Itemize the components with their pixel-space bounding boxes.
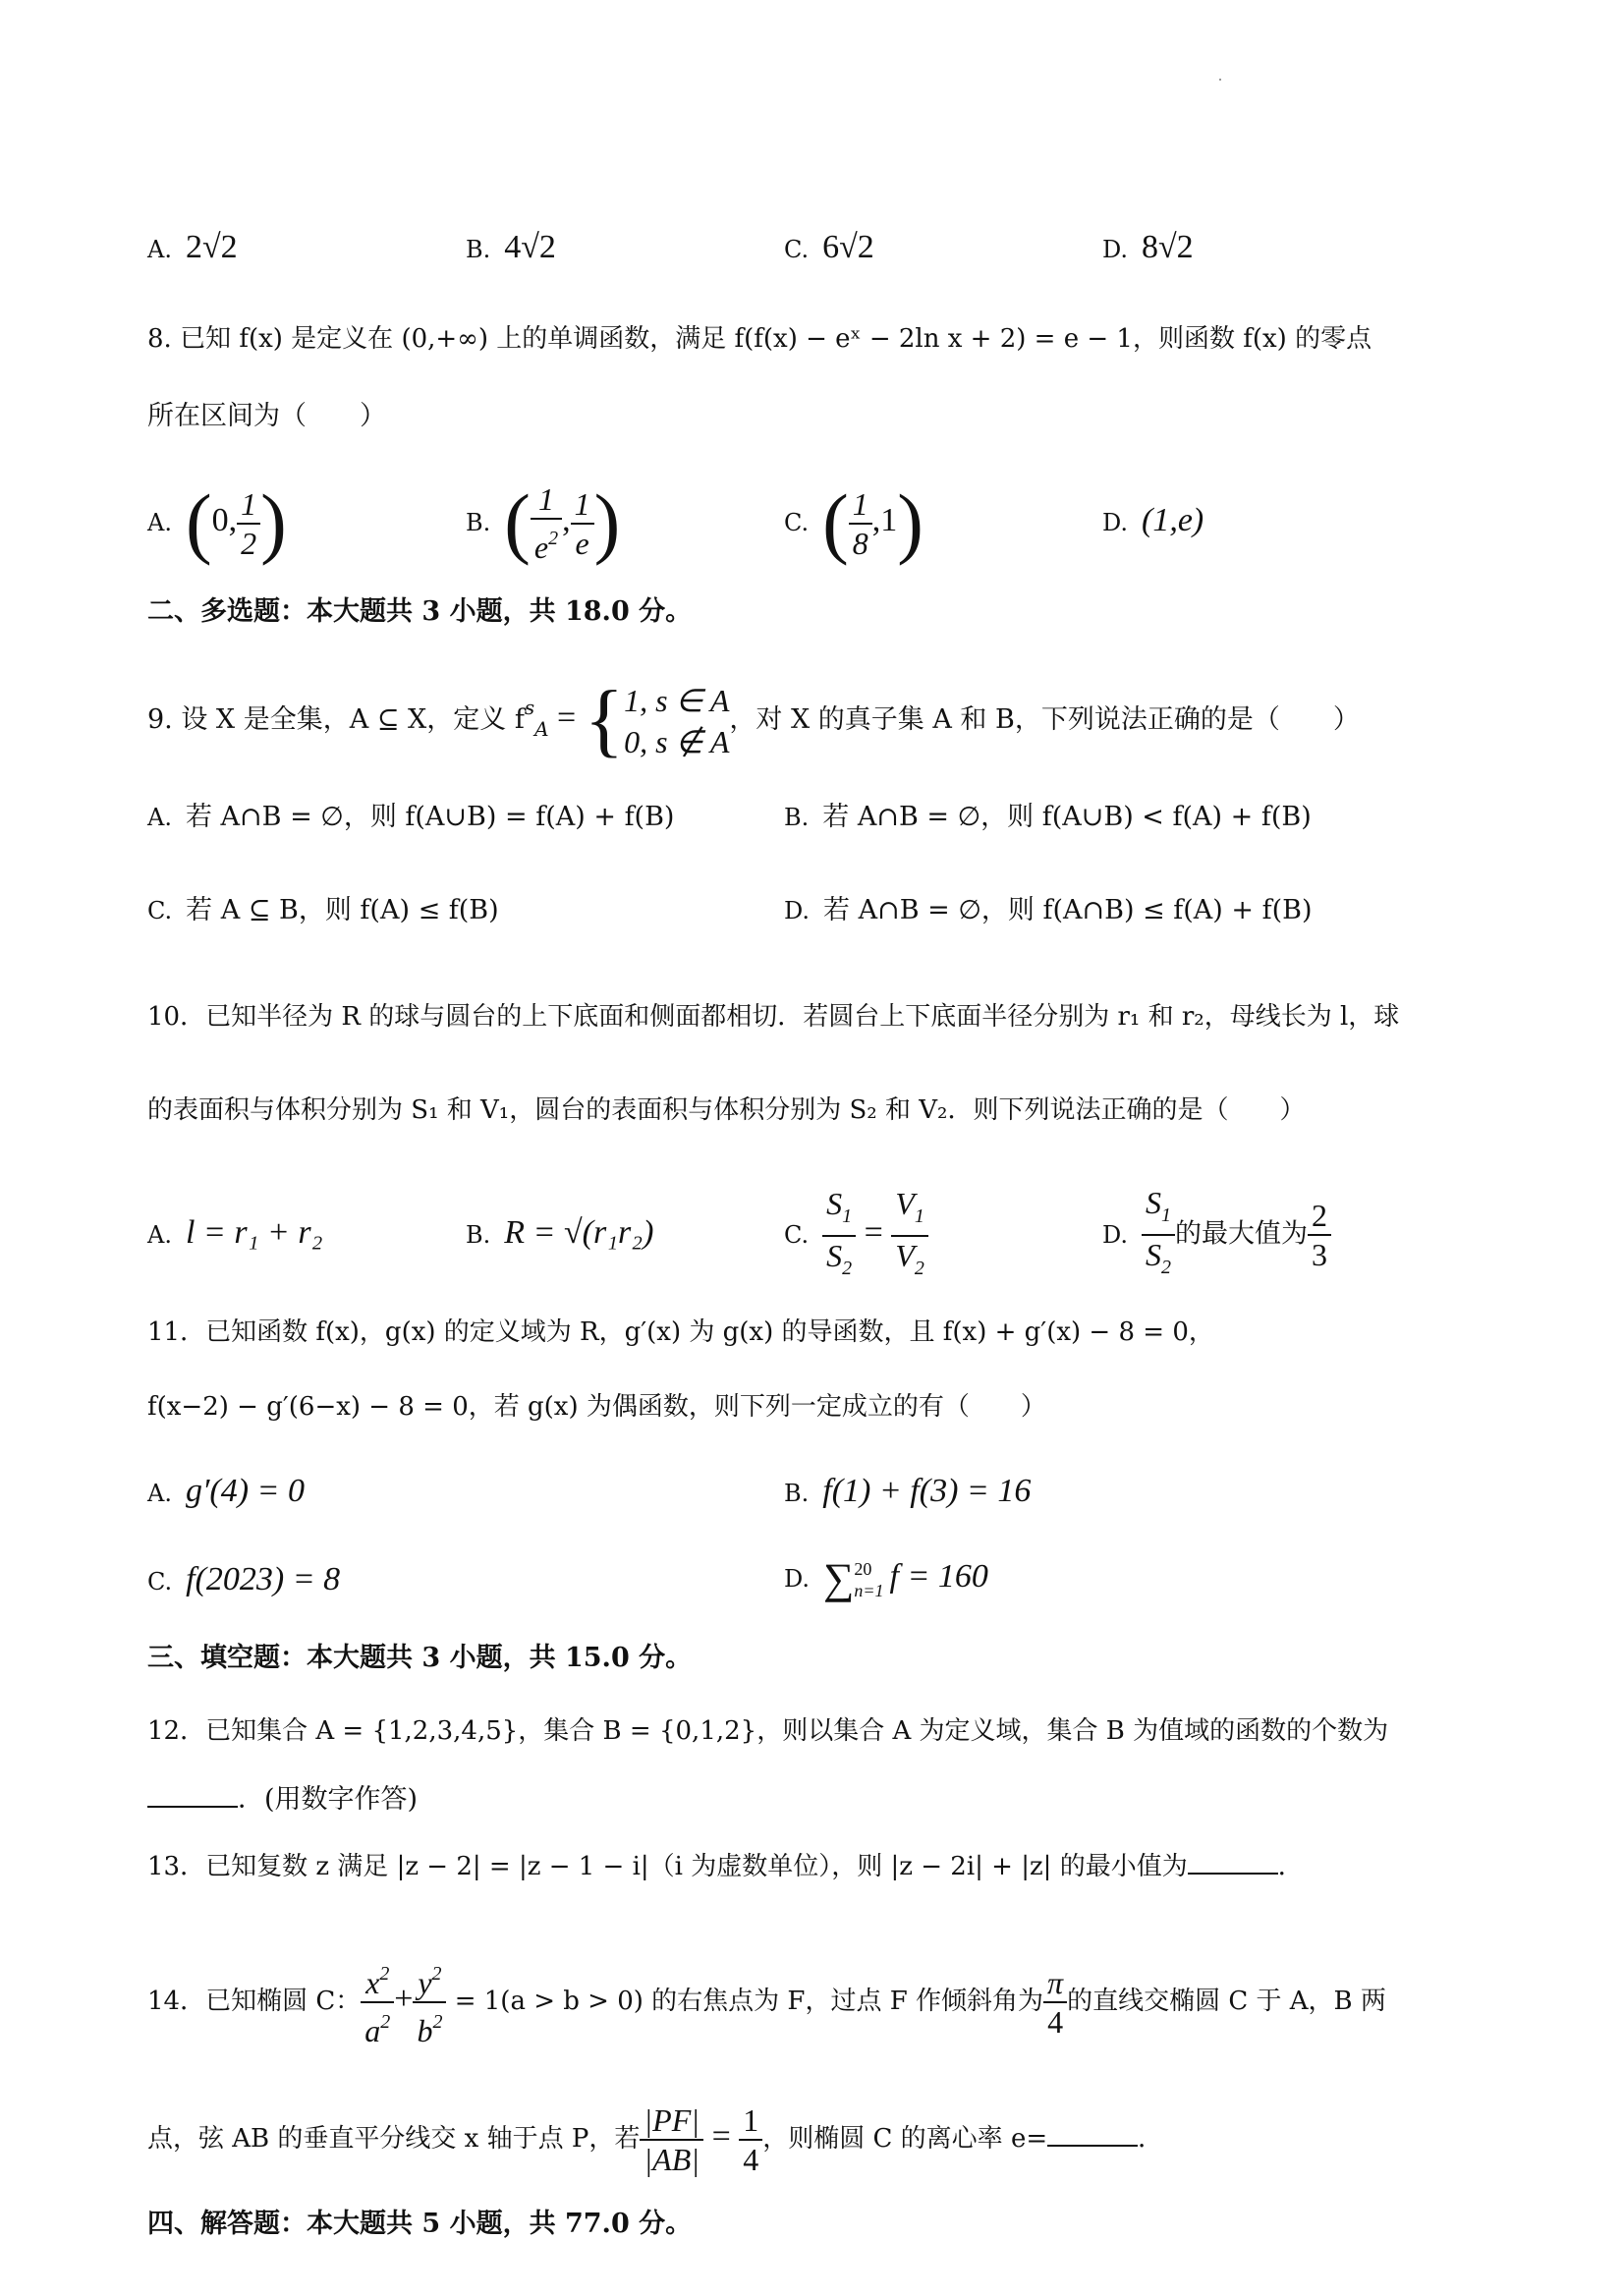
q11-stem-line1: 11．已知函数 f(x)，g(x) 的定义域为 R，g′(x) 为 g(x) 的导函数，且 f(x) + g′(x) − 8 = 0， <box>147 1317 1214 1347</box>
q12-stem-line1: 12．已知集合 A = {1,2,3,4,5}，集合 B = {0,1,2}，则以集合 A 为定义域，集合 B 为值域的函数的个数为 <box>147 1716 1389 1746</box>
q8-stem-line2: 所在区间为（ ） <box>147 401 386 431</box>
q14-answer-blank <box>1047 2121 1138 2147</box>
q8-option-d: D. (1,e) <box>1102 502 1204 538</box>
q11-option-a: A. g′(4) = 0 <box>147 1473 305 1509</box>
q14-stem-line1: 14．已知椭圆 C： $\frac{x^2}{a^2}$ + $\frac{y^2}{b^2}$ = 1(a > b > 0) 的右焦点为 F，过点 F 作倾斜角为 $\frac{\pi}{4}$ 的直线交椭圆 C 于 A，B 两 <box>147 1950 1386 2050</box>
section-multi-choice-heading: 二、多选题：本大题共 3 小题，共 18.0 分。 <box>147 596 693 627</box>
q10-option-a: A. l = r₁ + r₂ <box>147 1214 323 1251</box>
q8-option-a: A. (0, $\frac{1}{2}$ ) <box>147 479 287 567</box>
q12-stem-line2: ．(用数字作答) <box>147 1780 418 1820</box>
q9-option-a: A. 若 A∩B = ∅，则 f(A∪B) = f(A) + f(B) <box>147 802 675 832</box>
scan-speck <box>1219 79 1221 81</box>
q13-answer-blank <box>1188 1849 1278 1875</box>
q10-stem-line1: 10．已知半径为 R 的球与圆台的上下底面和侧面都相切．若圆台上下底面半径分别为 r₁ 和 r₂，母线长为 l，球 <box>147 1002 1400 1032</box>
q9-option-b: B. 若 A∩B = ∅，则 f(A∪B) < f(A) + f(B) <box>784 802 1312 832</box>
q7-option-b: B. 4√2 <box>466 229 556 265</box>
section-solution-heading: 四、解答题：本大题共 5 小题，共 77.0 分。 <box>147 2209 693 2239</box>
q11-option-c: C. f(2023) = 8 <box>147 1561 341 1597</box>
q14-stem-line2: 点，弦 AB 的垂直平分线交 x 轴于点 P，若 $\frac{|PF|}{|AB|}$ = $\frac{1}{4}$ ，则椭圆 C 的离心率 e= ． <box>147 2102 1164 2177</box>
q13-stem: 13．已知复数 z 满足 |z − 2| = |z − 1 − i|（i 为虚数单位），则 |z − 2i| + |z| 的最小值为 ． <box>147 1847 1304 1886</box>
q11-option-d: D. ∑ 20 n=1 f = 160 <box>784 1554 988 1603</box>
q7-option-a: A. 2√2 <box>147 229 238 265</box>
q8-option-c: C. ( $\frac{1}{8}$ ,1) <box>784 479 923 567</box>
q10-option-b: B. R = √(r₁r₂) <box>466 1214 654 1251</box>
q10-stem-line2: 的表面积与体积分别为 S₁ 和 V₁，圆台的表面积与体积分别为 S₂ 和 V₂．则下列说法正确的是（ ） <box>147 1095 1306 1125</box>
q9-option-d: D. 若 A∩B = ∅，则 f(A∩B) ≤ f(A) + f(B) <box>784 895 1313 925</box>
q10-option-d: D. $\frac{S_1}{S_2}$ 的最大值为 $\frac{2}{3}$ <box>1102 1184 1331 1286</box>
q7-option-c: C. 6√2 <box>784 229 874 265</box>
q11-option-b: B. f(1) + f(3) = 16 <box>784 1473 1032 1509</box>
q8-stem-line1: 8. 已知 f(x) 是定义在 (0,+∞) 上的单调函数，满足 f(f(x) − eˣ − 2ln x + 2) = e − 1，则函数 f(x) 的零点 <box>147 324 1372 354</box>
q10-option-c: C. $\frac{S_1}{S_2}$ = $\frac{V_1}{V_2}$ <box>784 1184 928 1287</box>
q9-stem: 9. 设 X 是全集，A ⊆ X，定义 $f^s_A$ = { 1, s ∈ A 0, s ∉ A ，对 X 的真子集 A 和 B，下列说法正确的是（ ） <box>147 674 1360 766</box>
q11-stem-line2: f(x−2) − g′(6−x) − 8 = 0，若 g(x) 为偶函数，则下列一定成立的有（ ） <box>147 1392 1046 1422</box>
section-fill-blank-heading: 三、填空题：本大题共 3 小题，共 15.0 分。 <box>147 1643 693 1673</box>
q9-option-c: C. 若 A ⊆ B，则 f(A) ≤ f(B) <box>147 895 499 925</box>
q8-option-b: B. ( $\frac{1}{e^2}$ , $\frac{1}{e}$ ) <box>466 479 621 567</box>
q7-option-d: D. 8√2 <box>1102 229 1194 265</box>
q12-answer-blank <box>147 1782 238 1808</box>
